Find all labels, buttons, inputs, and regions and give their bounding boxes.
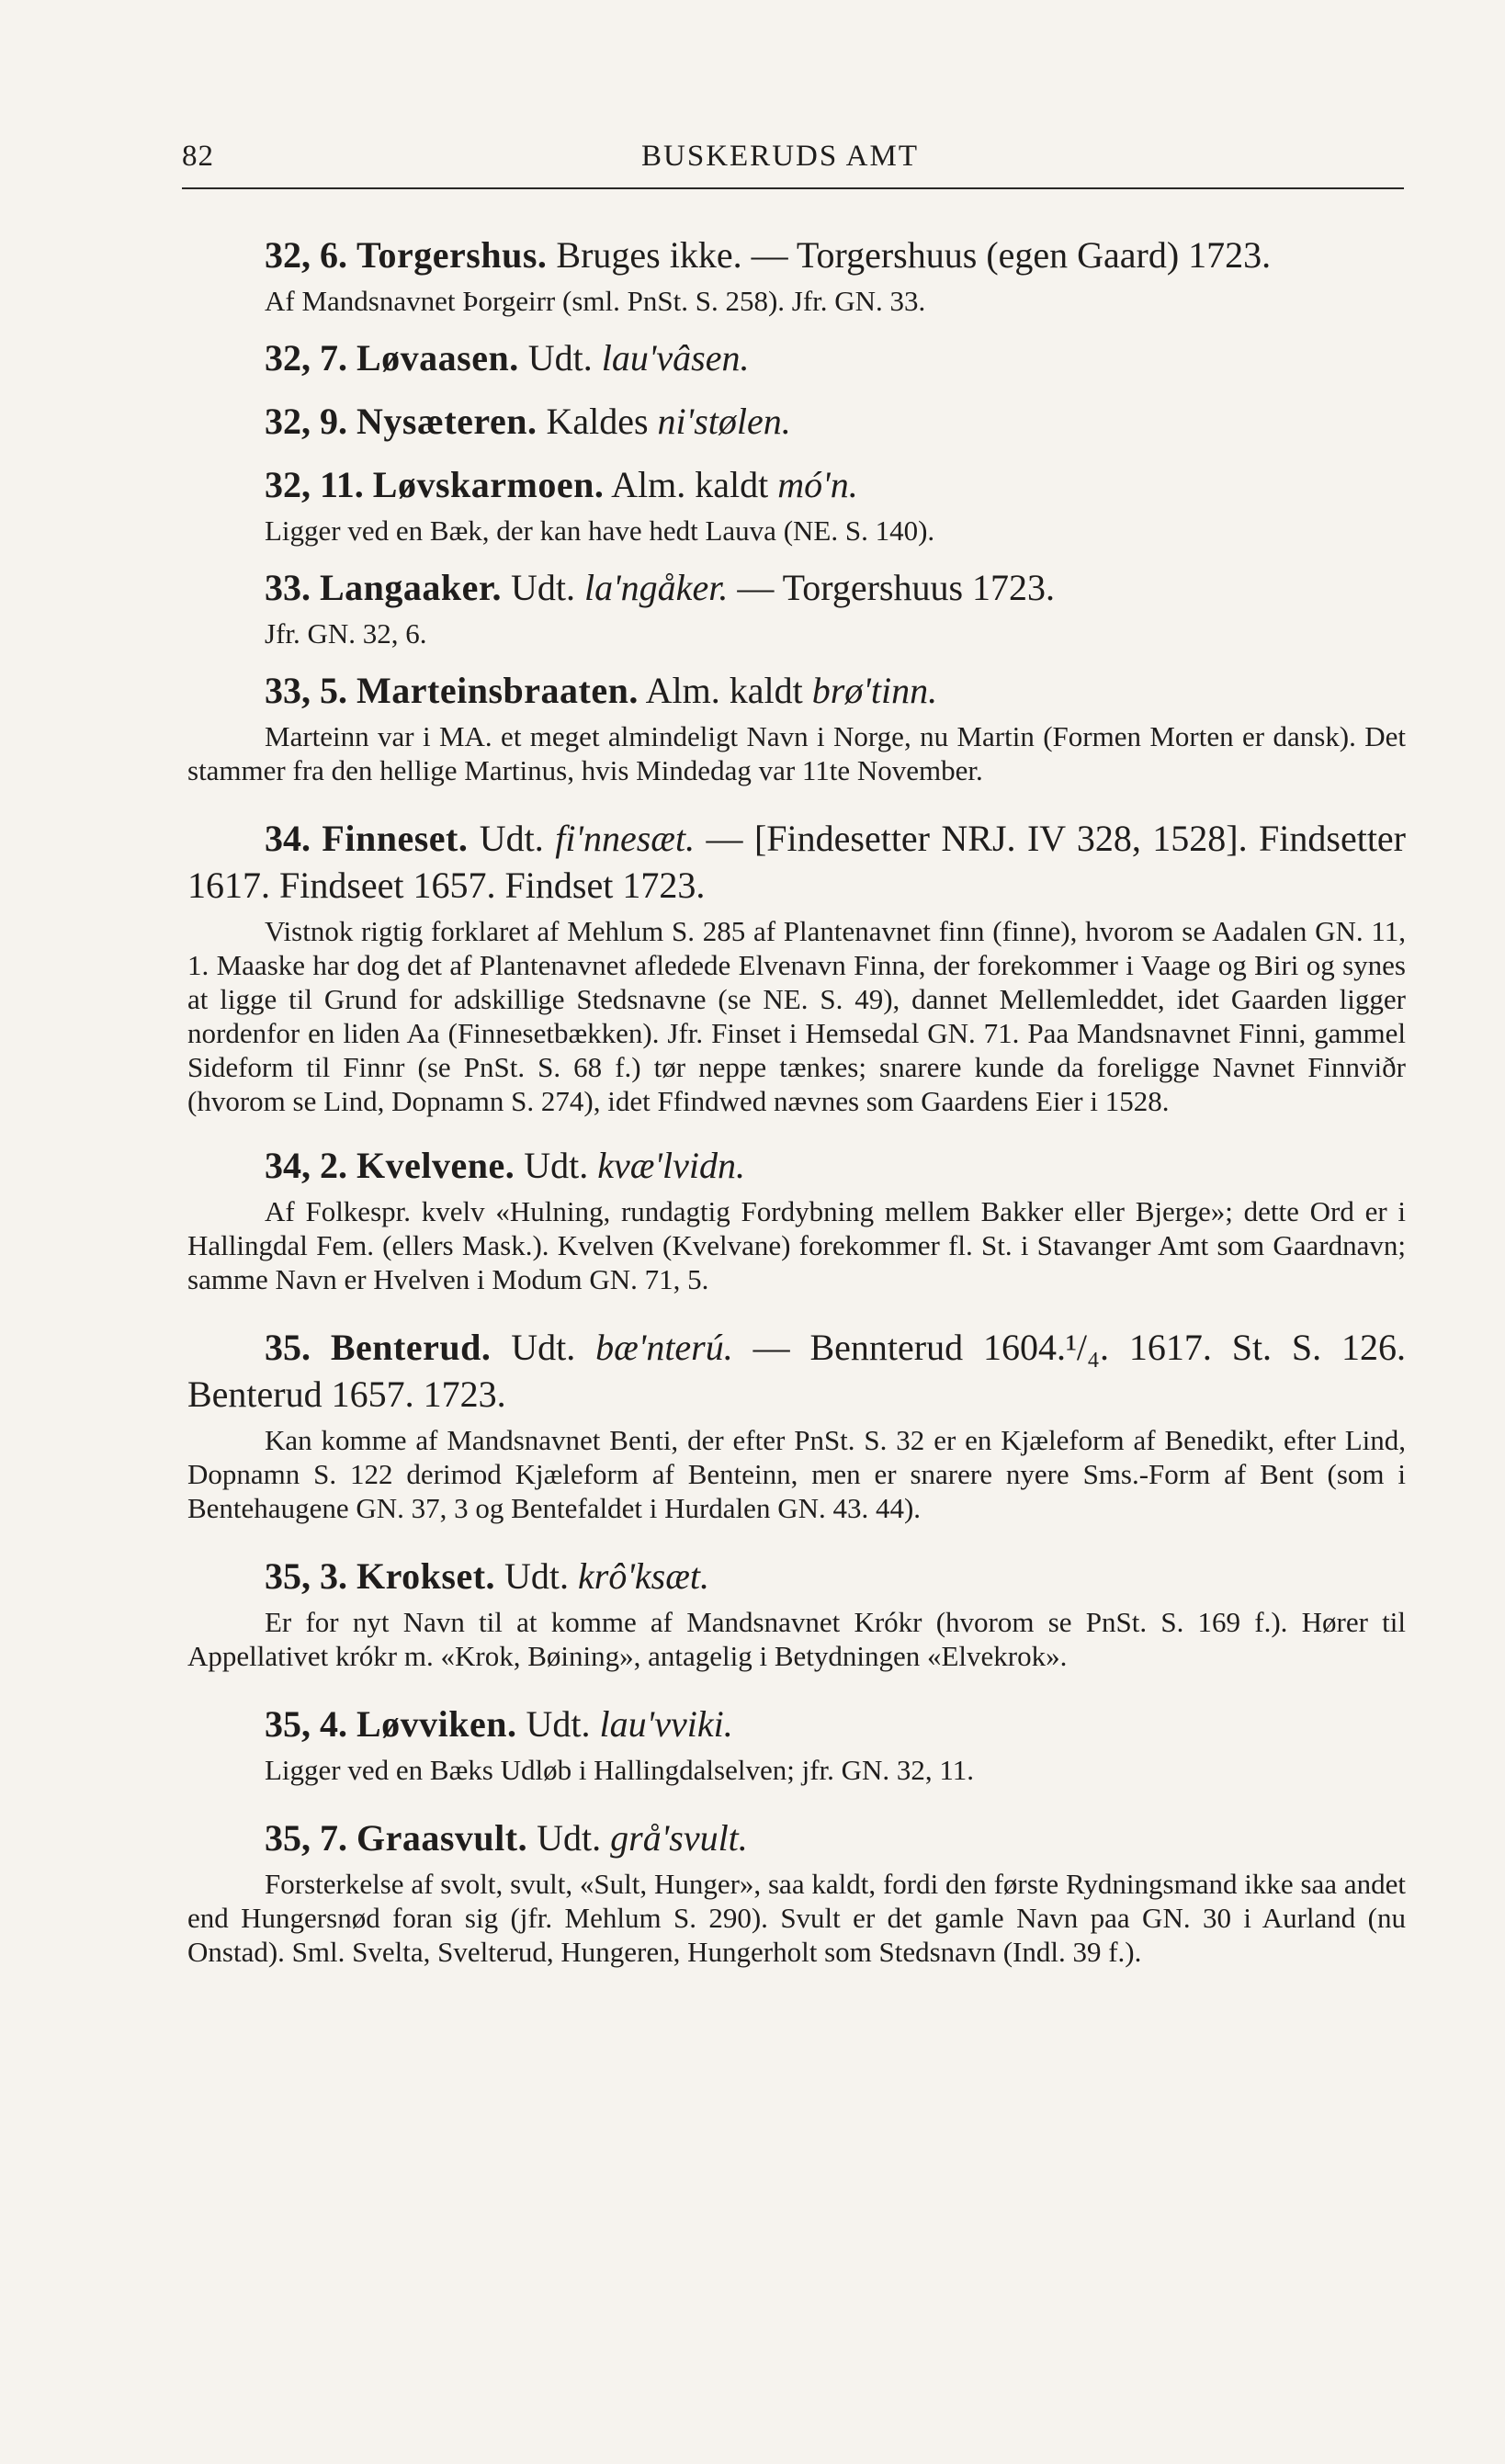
text-column: [187, 232, 1406, 1969]
page-number: 82: [182, 140, 214, 173]
entry-35-4: [187, 1701, 1406, 1787]
entry-headline: [187, 232, 1406, 278]
entry-32-9: [187, 398, 1406, 445]
entry-udt: Udt.: [504, 1555, 570, 1597]
entry-headline: [187, 1814, 1406, 1861]
entry-number: 32, 7.: [265, 337, 347, 379]
entry-headline: [187, 1324, 1406, 1418]
entry-32-7: [187, 334, 1406, 381]
entry-name: Løvviken.: [356, 1703, 517, 1745]
entry-34-2: [187, 1142, 1406, 1296]
entry-rest: — Torgershuus 1723.: [737, 567, 1056, 608]
entry-pronunciation: brø'tinn.: [811, 670, 938, 711]
entry-headline: [187, 1553, 1406, 1599]
entry-body: Af Mandsnavnet Þorgeirr (sml. PnSt. S. 258). Jfr. GN. 33.: [265, 285, 926, 317]
entry-headline: [187, 815, 1406, 909]
entry-rest: — [Findesetter NRJ. IV 328, 1528]. Findsetter 1617. Findseet 1657. Findset 1723.: [187, 818, 1407, 906]
entry-number: 32, 11.: [265, 464, 364, 505]
entry-pronunciation: bæ'nterú.: [595, 1327, 733, 1368]
entry-udt: Udt.: [479, 818, 544, 859]
entry-body: Marteinn var i MA. et meget almindeligt Navn i Norge, nu Martin (Formen Morten er dansk). Det stammer fra den hellige Martinus, hvis Mindedag var 11te November.: [187, 720, 1406, 786]
entry-number: 35, 7.: [265, 1817, 347, 1859]
entry-udt: Udt.: [524, 1145, 589, 1186]
entry-number: 35, 3.: [265, 1555, 347, 1597]
entry-udt: Udt.: [511, 1327, 576, 1368]
entry-headline: [187, 667, 1406, 714]
entry-pronunciation: mó'n.: [777, 464, 858, 505]
entry-headline: [187, 564, 1406, 611]
entry-pronunciation: lau'vâsen.: [601, 337, 750, 379]
running-title: BUSKERUDS AMT: [641, 140, 919, 173]
entry-headline: [187, 1701, 1406, 1747]
entry-name: Kvelvene.: [356, 1145, 515, 1186]
entry-number: 32, 9.: [265, 401, 347, 442]
entry-rest: — Bennterud 1604.¹/₄. 1617. St. S. 126. Benterud 1657. 1723.: [187, 1327, 1407, 1415]
entry-33-5: [187, 667, 1406, 787]
entry-headline: [187, 1142, 1406, 1189]
entry-udt: Udt.: [511, 567, 576, 608]
entry-body: Forsterkelse af svolt, svult, «Sult, Hunger», saa kaldt, fordi den første Rydningsmand ikke saa andet end Hungersnød foran sig (jfr. Mehlum S. 290). Svult er det gamle Navn paa GN. 30 i Aurland (nu Onstad). Sml. Svelta, Svelterud, Hungeren, Hungerholt som Stedsnavn (Indl. 39 f.).: [187, 1868, 1406, 1968]
entry-number: 33, 5.: [265, 670, 347, 711]
entry-number: 32, 6.: [265, 234, 347, 276]
entry-body: Ligger ved en Bæks Udløb i Hallingdalselven; jfr. GN. 32, 11.: [265, 1754, 975, 1786]
entry-35-3: [187, 1553, 1406, 1673]
header-rule: [182, 187, 1404, 189]
entry-body: Jfr. GN. 32, 6.: [265, 617, 427, 650]
entry-pronunciation: fi'nnesæt.: [555, 818, 696, 859]
entry-32-6: [187, 232, 1406, 318]
entry-headline: [187, 398, 1406, 445]
entry-32-11: [187, 461, 1406, 548]
entry-name: Graasvult.: [356, 1817, 528, 1859]
entry-pronunciation: lau'vviki.: [599, 1703, 733, 1745]
entry-name: Torgershus.: [356, 234, 548, 276]
entry-udt: Udt.: [527, 337, 593, 379]
entry-number: 34, 2.: [265, 1145, 347, 1186]
entry-rest: Bruges ikke. — Torgershuus (egen Gaard) 1723.: [556, 234, 1272, 276]
entry-pronunciation: krô'ksæt.: [578, 1555, 710, 1597]
entry-udt: Alm. kaldt: [611, 464, 769, 505]
entry-pronunciation: kvæ'lvidn.: [597, 1145, 745, 1186]
entry-headline: [187, 334, 1406, 381]
entry-number: 35.: [265, 1327, 311, 1368]
entry-number: 34.: [265, 818, 311, 859]
entry-udt: Kaldes: [546, 401, 649, 442]
entry-pronunciation: la'ngåker.: [584, 567, 729, 608]
entry-pronunciation: ni'stølen.: [657, 401, 791, 442]
entry-udt: Udt.: [537, 1817, 602, 1859]
entry-name: Løvaasen.: [356, 337, 519, 379]
entry-name: Løvskarmoen.: [372, 464, 605, 505]
entry-number: 35, 4.: [265, 1703, 347, 1745]
entry-name: Krokset.: [356, 1555, 496, 1597]
entry-33: [187, 564, 1406, 650]
entry-headline: [187, 461, 1406, 508]
entry-name: Benterud.: [330, 1327, 492, 1368]
entry-body: Af Folkespr. kvelv «Hulning, rundagtig Fordybning mellem Bakker eller Bjerge»; dette Ord er i Hallingdal Fem. (ellers Mask.). Kvelven (Kvelvane) forekommer fl. St. i Stavanger Amt som Gaardnavn; samme Navn er Hvelven i Modum GN. 71, 5.: [187, 1195, 1406, 1295]
entry-35: [187, 1324, 1406, 1525]
entry-body: Er for nyt Navn til at komme af Mandsnavnet Krókr (hvorom se PnSt. S. 169 f.). Hører til Appellativet krókr m. «Krok, Bøining», antagelig i Betydningen «Elvekrok».: [187, 1606, 1406, 1672]
entry-name: Finneset.: [322, 818, 469, 859]
entry-body: Vistnok rigtig forklaret af Mehlum S. 285 af Plantenavnet finn (finne), hvorom se Aadalen GN. 11, 1. Maaske har dog det af Plantenavnet afledede Elvenavn Finna, der forekommer i Vaage og Biri og synes at ligge til Grund for adskillige Stedsnavne (se NE. S. 49), dannet Mellemleddet, idet Gaarden ligger nordenfor en liden Aa (Finnesetbækken). Jfr. Finset i Hemsedal GN. 71. Paa Mandsnavnet Finni, gammel Sideform til Finnr (se PnSt. S. 68 f.) tør neppe tænkes; snarere kunde da foreligge Navnet Finnviðr (hvorom se Lind, Dopnamn S. 274), idet Ffindwed nævnes som Gaardens Eier i 1528.: [187, 915, 1406, 1117]
entry-name: Nysæteren.: [356, 401, 538, 442]
entry-body: Kan komme af Mandsnavnet Benti, der efter PnSt. S. 32 er en Kjæleform af Benedikt, efter Lind, Dopnamn S. 122 derimod Kjæleform af Benteinn, men er snarere nyere Sms.-Form af Bent (som i Bentehaugene GN. 37, 3 og Bentefaldet i Hurdalen GN. 43. 44).: [187, 1424, 1406, 1524]
entry-body: Ligger ved en Bæk, der kan have hedt Lauva (NE. S. 140).: [265, 514, 935, 547]
entry-udt: Udt.: [526, 1703, 591, 1745]
entry-35-7: [187, 1814, 1406, 1969]
entry-name: Langaaker.: [320, 567, 503, 608]
entry-pronunciation: grå'svult.: [610, 1817, 748, 1859]
entry-number: 33.: [265, 567, 311, 608]
entry-udt: Alm. kaldt: [645, 670, 803, 711]
entry-34: [187, 815, 1406, 1118]
entry-name: Marteinsbraaten.: [356, 670, 639, 711]
